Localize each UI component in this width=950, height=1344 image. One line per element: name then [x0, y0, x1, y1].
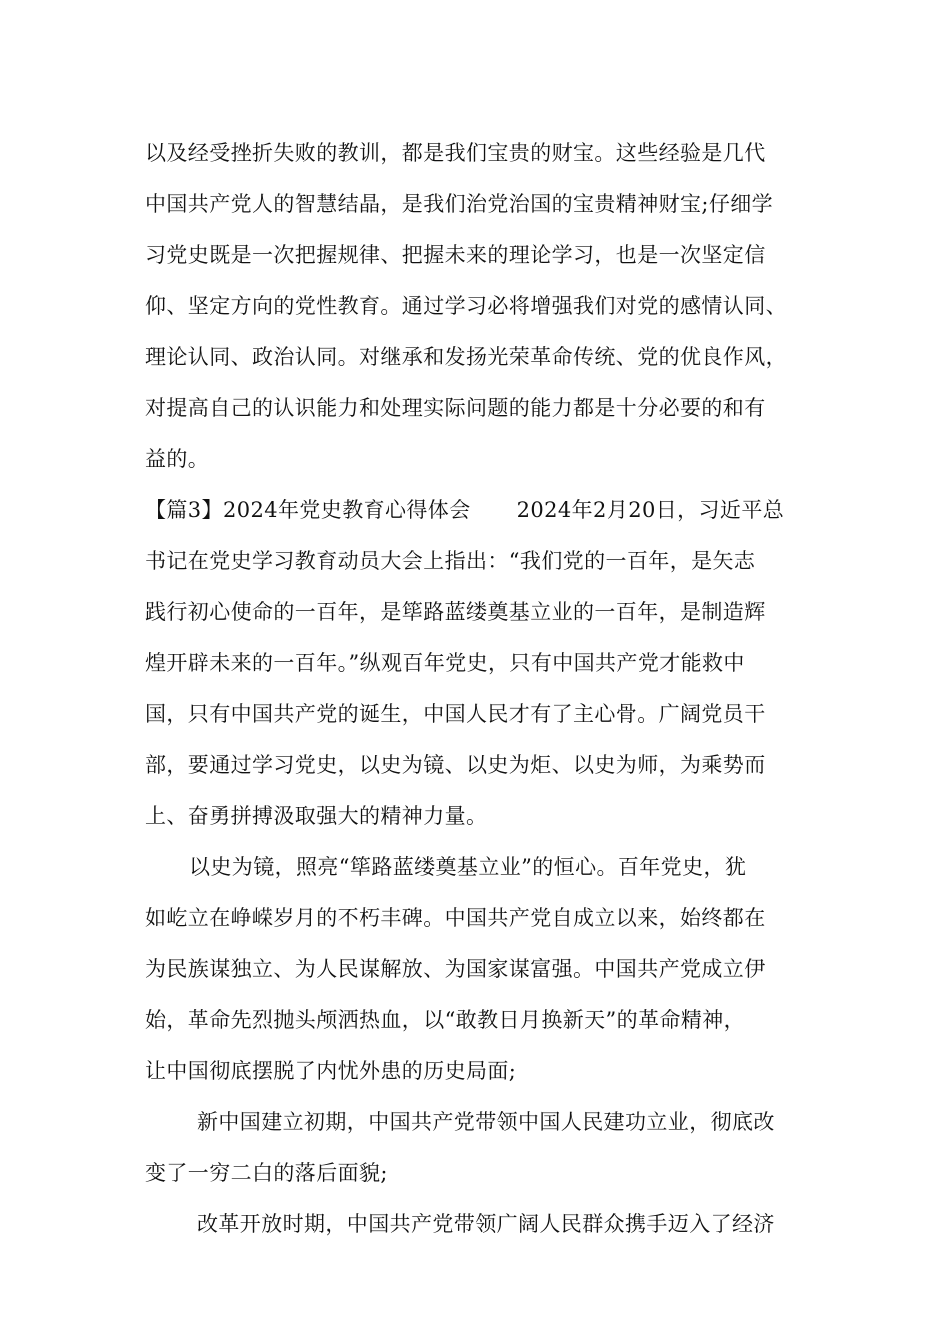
- heading-line-rest: 2024年2月20日，习近平总: [516, 498, 785, 522]
- text-line: 变了一穷二白的落后面貌;: [145, 1161, 388, 1185]
- text-line: 仰、坚定方向的党性教育。通过学习必将增强我们对党的感情认同、: [145, 294, 787, 318]
- text-line: 习党史既是一次把握规律、把握未来的理论学习，也是一次坚定信: [145, 243, 766, 267]
- text-line: 改革开放时期，中国共产党带领广阔人民群众携手迈入了经济: [197, 1212, 775, 1236]
- paragraph-p2: [145, 485, 810, 842]
- text-line: 如屹立在峥嵘岁月的不朽丰碑。中国共产党自成立以来，始终都在: [145, 906, 766, 930]
- text-line: 为民族谋独立、为人民谋解放、为国家谋富强。中国共产党成立伊: [145, 957, 766, 981]
- text-line: 部，要通过学习党史，以史为镜、以史为炬、以史为师，为乘势而: [145, 753, 766, 777]
- text-line: 践行初心使命的一百年，是筚路蓝缕奠基立业的一百年，是制造辉: [145, 600, 766, 624]
- paragraph-p1: [145, 128, 810, 485]
- text-line: 益的。: [145, 447, 210, 471]
- text-line: 以史为镜，照亮“筚路蓝缕奠基立业”的恒心。百年党史，犹: [189, 855, 747, 879]
- text-line: 理论认同、政治认同。对继承和发扬光荣革命传统、党的优良作风，: [145, 345, 787, 369]
- text-line: 对提高自己的认识能力和处理实际问题的能力都是十分必要的和有: [145, 396, 766, 420]
- text-line: 以及经受挫折失败的教训，都是我们宝贵的财宝。这些经验是几代: [145, 141, 766, 165]
- section-heading: 【篇3】2024年党史教育心得体会: [145, 498, 471, 522]
- text-line: 新中国建立初期，中国共产党带领中国人民建功立业，彻底改: [197, 1110, 775, 1134]
- text-line: 让中国彻底摆脱了内忧外患的历史局面;: [145, 1059, 517, 1083]
- heading-line: [145, 485, 810, 536]
- document-page: [145, 128, 810, 1250]
- text-line: 煌开辟未来的一百年。”纵观百年党史，只有中国共产党才能救中: [145, 651, 745, 675]
- text-line: 书记在党史学习教育动员大会上指出：“我们党的一百年，是矢志: [145, 549, 756, 573]
- paragraph-p5: [145, 1199, 810, 1250]
- text-line: 始，革命先烈抛头颅洒热血，以“敢教日月换新天”的革命精神，: [145, 1008, 746, 1032]
- text-line: 中国共产党人的智慧结晶，是我们治党治国的宝贵精神财宝;仔细学: [145, 192, 774, 216]
- paragraph-p4: [145, 1097, 810, 1199]
- text-line: 上、奋勇拼搏汲取强大的精神力量。: [145, 804, 488, 828]
- paragraph-p3: [145, 842, 810, 1097]
- text-line: 国，只有中国共产党的诞生，中国人民才有了主心骨。广阔党员干: [145, 702, 766, 726]
